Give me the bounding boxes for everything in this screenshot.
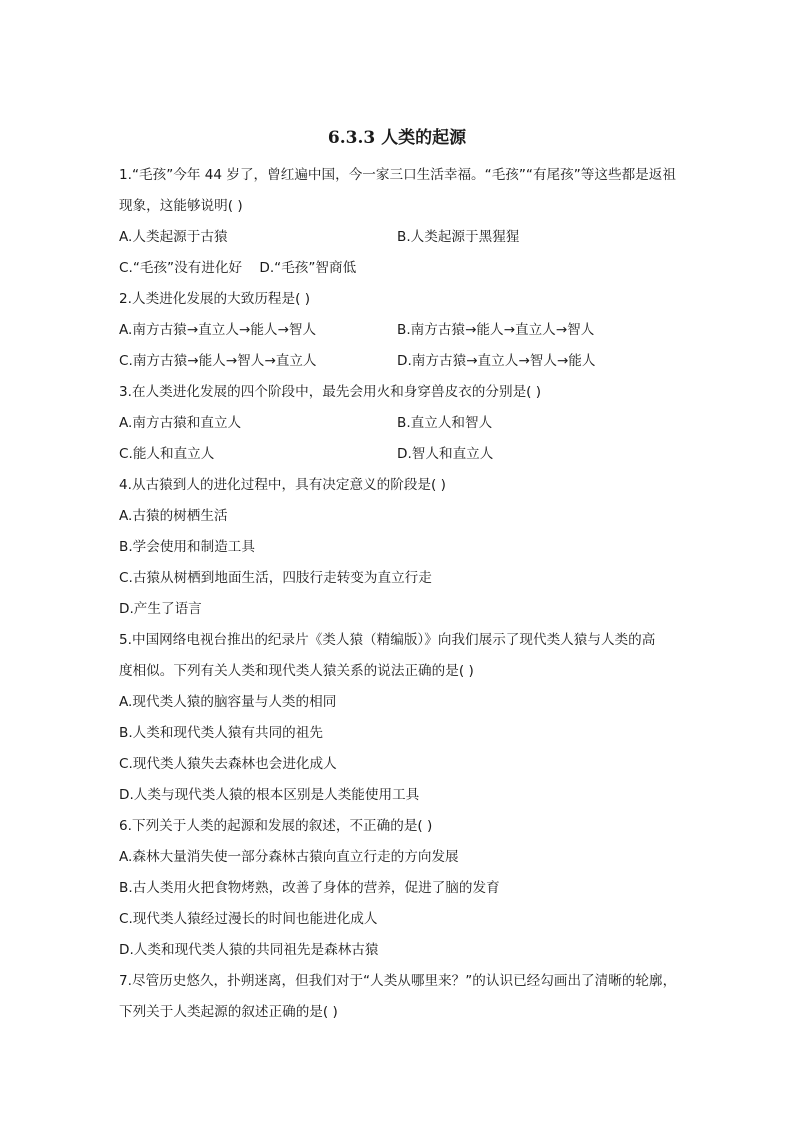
option-row [119,315,679,346]
question-5 [119,625,679,811]
question-2 [119,284,679,377]
option-c: C.现代类人猿失去森林也会进化成人 [119,756,337,772]
page-title: 6.3.3 人类的起源 [327,128,467,148]
option-c: C.南方古猿→能人→智人→直立人 [119,353,317,369]
option-c: C.现代类人猿经过漫长的时间也能进化成人 [119,911,378,927]
option-d: D.产生了语言 [119,601,202,617]
option-a: A.森林大量消失使一部分森林古猿向直立行走的方向发展 [119,849,459,865]
option-b: B.古人类用火把食物烤熟，改善了身体的营养，促进了脑的发育 [119,880,500,896]
question-7 [119,966,679,1028]
option-b: B.学会使用和制造工具 [119,539,255,555]
option-b: B.南方古猿→能人→直立人→智人 [397,322,595,338]
question-stem-line: 4.从古猿到人的进化过程中，具有决定意义的阶段是( ) [119,477,446,493]
question-stem-line: 1.“毛孩”今年 44 岁了，曾红遍中国，今一家三口生活幸福。“毛孩”“有尾孩”等这些都是返祖 [119,167,676,183]
question-stem-line: 3.在人类进化发展的四个阶段中，最先会用火和身穿兽皮衣的分别是( ) [119,384,542,400]
option-a: A.南方古猿和直立人 [119,415,242,431]
option-c: C.“毛孩”没有进化好 [119,260,243,276]
option-row [119,346,679,377]
option-row [119,408,679,439]
option-d: D.人类和现代类人猿的共同祖先是森林古猿 [119,942,379,958]
option-a: A.人类起源于古猿 [119,229,228,245]
question-stem-line: 度相似。下列有关人类和现代类人猿关系的说法正确的是( ) [119,663,474,679]
option-a: A.现代类人猿的脑容量与人类的相同 [119,694,337,710]
question-stem-line: 5.中国网络电视台推出的纪录片《类人猿（精编版）》向我们展示了现代类人猿与人类的高 [119,632,656,648]
question-stem-line: 6.下列关于人类的起源和发展的叙述，不正确的是( ) [119,818,433,834]
question-3 [119,377,679,470]
question-stem-line: 2.人类进化发展的大致历程是( ) [119,291,311,307]
question-list [119,160,679,1028]
option-b: B.人类起源于黑猩猩 [397,229,520,245]
option-row [119,439,679,470]
option-b: B.人类和现代类人猿有共同的祖先 [119,725,323,741]
question-stem-line: 现象，这能够说明( ) [119,198,243,214]
option-d: D.“毛孩”智商低 [259,260,357,276]
question-4 [119,470,679,625]
option-c: C.能人和直立人 [119,446,215,462]
option-b: B.直立人和智人 [397,415,493,431]
option-a: A.古猿的树栖生活 [119,508,228,524]
option-d: D.人类与现代类人猿的根本区别是人类能使用工具 [119,787,420,803]
question-stem-line: 下列关于人类起源的叙述正确的是( ) [119,1004,338,1020]
option-row [119,222,679,253]
option-row [119,253,679,284]
question-1 [119,160,679,284]
question-stem-line: 7.尽管历史悠久，扑朔迷离，但我们对于“人类从哪里来？”的认识已经勾画出了清晰的轮廓， [119,973,677,989]
option-c: C.古猿从树栖到地面生活，四肢行走转变为直立行走 [119,570,432,586]
question-6 [119,811,679,966]
option-d: D.智人和直立人 [397,446,494,462]
option-d: D.南方古猿→直立人→智人→能人 [397,353,596,369]
option-a: A.南方古猿→直立人→能人→智人 [119,322,317,338]
